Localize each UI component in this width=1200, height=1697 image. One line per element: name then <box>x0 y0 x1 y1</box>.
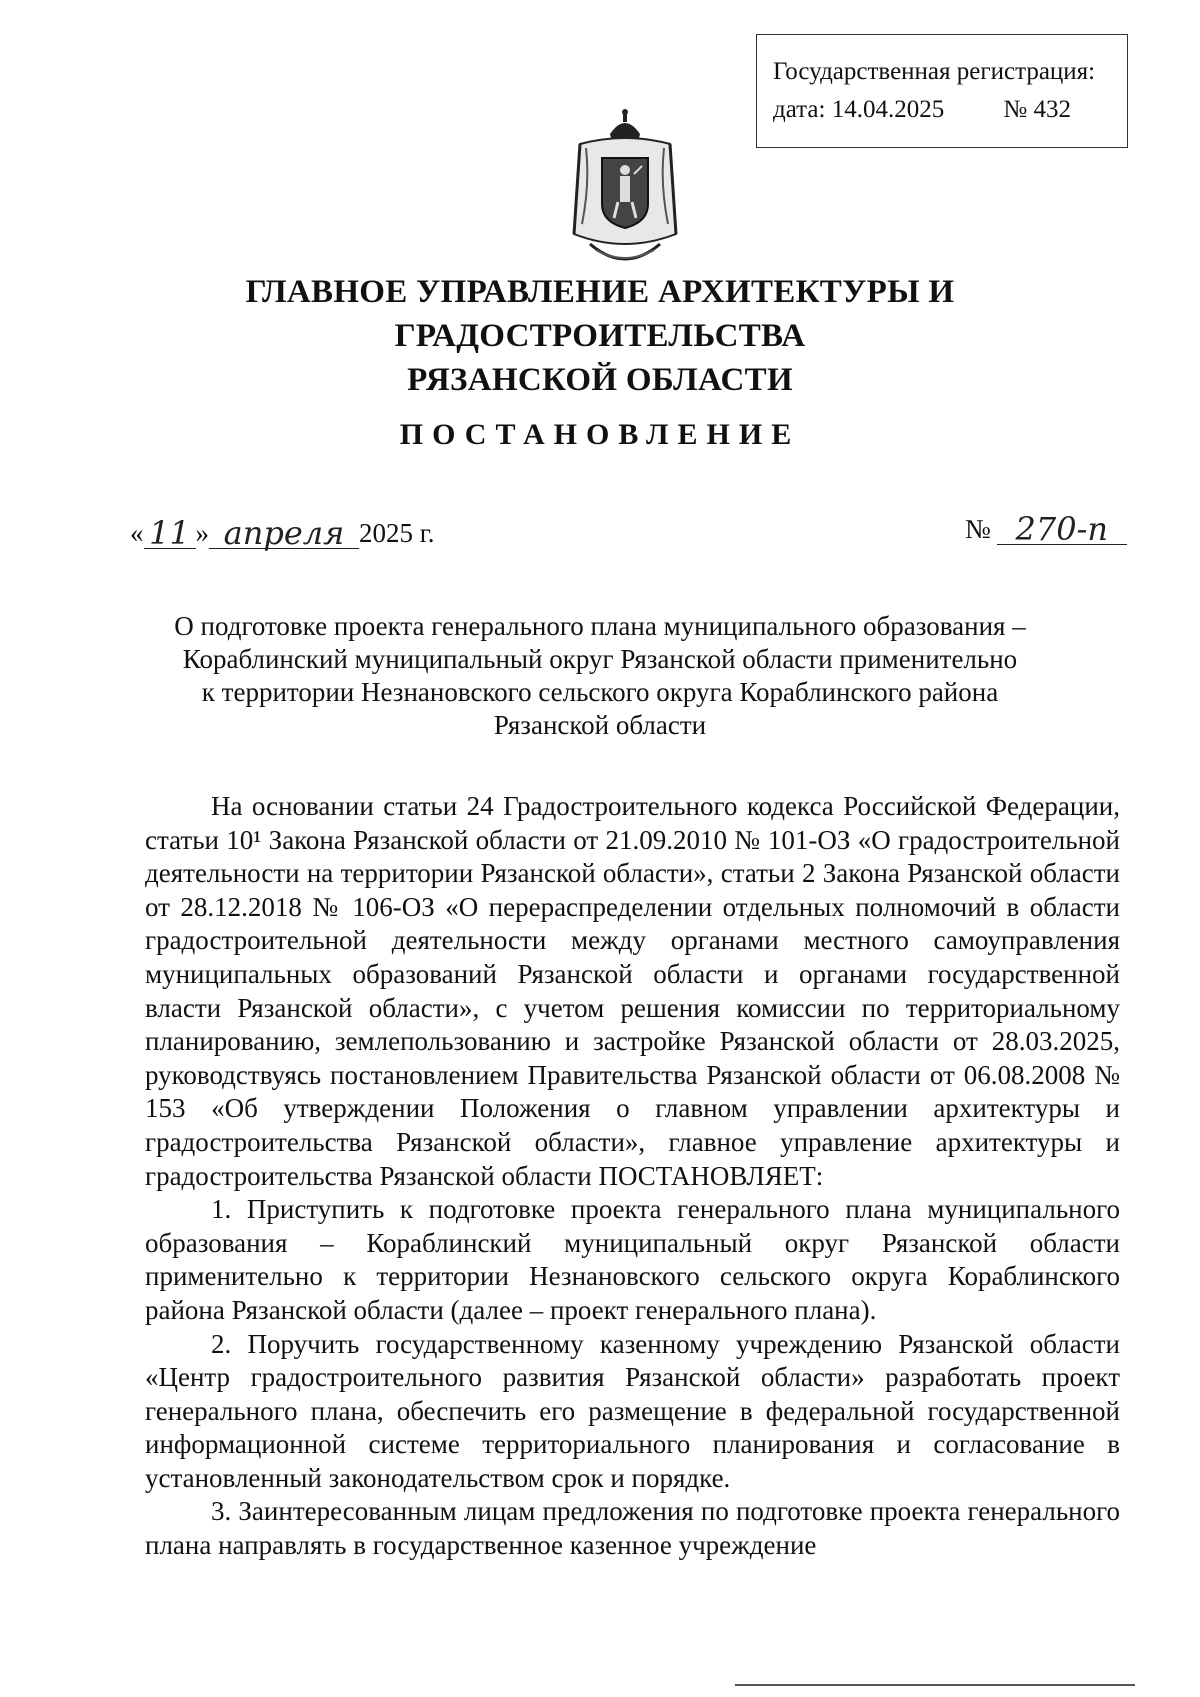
date-close-quote: » <box>195 518 209 548</box>
date-day: 11 <box>144 518 196 549</box>
document-number <box>965 510 1127 548</box>
clause-3: 3. Заинтересованным лицам предложения по подготовке проекта генерального плана направлять в государственное казенное учреждение <box>145 1496 1120 1561</box>
organization-title-line2: РЯЗАНСКОЙ ОБЛАСТИ <box>407 362 793 398</box>
preamble-paragraph: На основании статьи 24 Градостроительного кодекса Российской Федерации, статьи 10¹ Закона Рязанской области от 21.09.2010 № 101-ОЗ «О градостроительной деятельности на территории Рязанской области», статьи 2 Закона Рязанской области от 28.12.2018 № 106-ОЗ «О перераспределении отдельных полномочий в области градостроительной деятельности между органами местного самоуправления муниципальных образований Рязанской области и органами государственной власти Рязанской области», с учетом решения комиссии по территориальному планированию, землепользованию и застройке Рязанской области от 28.03.2025, руководствуясь постановлением Правительства Рязанской области от 06.08.2008 № 153 «Об утверждении Положения о главном управлении архитектуры и градостроительства Рязанской области», главное управление архитектуры и градостроительства Рязанской области ПОСТАНОВЛЯЕТ: <box>145 791 1120 1191</box>
subject-line: О подготовке проекта генерального плана муниципального образования – <box>174 611 1026 641</box>
number-label: № <box>965 514 991 544</box>
date-month: апреля <box>209 518 359 549</box>
document-type: ПОСТАНОВЛЕНИЕ <box>399 418 801 451</box>
number-value: 270-п <box>997 514 1127 545</box>
date-year: 2025 г. <box>359 518 435 548</box>
organization-title <box>60 270 1140 402</box>
clause-1: 1. Приступить к подготовке проекта генерального плана муниципального образования – Кораблинский муниципальный округ Рязанской области применительно к территории Незнановского сельского округа Кораблинского района Рязанской области (далее – проект генерального плана). <box>145 1194 1120 1325</box>
document-date <box>130 514 435 552</box>
subject-line: к территории Незнановского сельского округа Кораблинского района <box>201 677 999 707</box>
registration-number: № 432 <box>1003 96 1071 123</box>
document-body <box>145 790 1120 1563</box>
document-subject <box>140 610 1060 742</box>
date-open-quote: « <box>130 518 144 548</box>
clause-2: 2. Поручить государственному казенному учреждению Рязанской области «Центр градостроительного развития Рязанской области» разработать проект генерального плана, обеспечить его размещение в федеральной государственной информационной системе территориального планирования и согласование в установленный законодательством срок и порядке. <box>145 1328 1120 1493</box>
registration-stamp <box>756 34 1128 148</box>
bottom-divider <box>735 1684 1135 1686</box>
registration-title: Государственная регистрация: <box>773 58 1096 85</box>
subject-line: Кораблинский муниципальный округ Рязанской области применительно <box>182 644 1018 674</box>
coat-of-arms-icon <box>560 104 690 272</box>
registration-date: дата: 14.04.2025 <box>773 96 945 123</box>
organization-title-line1: ГЛАВНОЕ УПРАВЛЕНИЕ АРХИТЕКТУРЫ И ГРАДОСТРОИТЕЛЬСТВА <box>245 274 955 354</box>
registration-row <box>773 91 1111 129</box>
subject-line: Рязанской области <box>493 710 707 740</box>
